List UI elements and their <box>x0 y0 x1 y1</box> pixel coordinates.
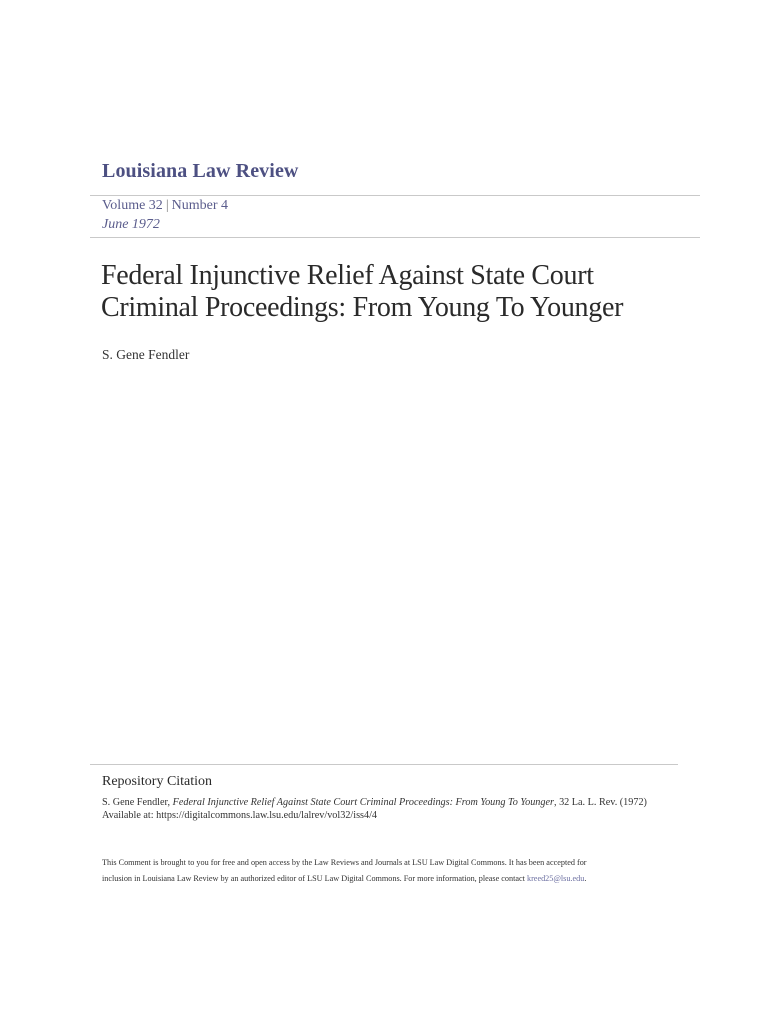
article-title <box>101 260 701 324</box>
citation-author: S. Gene Fendler, <box>102 797 173 808</box>
issue-separator: | <box>165 198 169 213</box>
article-title-line-2: Criminal Proceedings: From Young To Younger <box>101 292 624 323</box>
volume-link[interactable]: Volume 32 <box>102 198 163 213</box>
notice-line-2 <box>102 871 702 887</box>
contact-email-link[interactable]: kreed25@lsu.edu <box>526 874 585 883</box>
notice-line-2-text: inclusion in Louisiana Law Review by an authorized editor of LSU Law Digital Commons. For more information, please contact <box>102 874 527 883</box>
article-title-line-1: Federal Injunctive Relief Against State Court <box>101 260 594 291</box>
citation-source: , 32 La. L. Rev. (1972) <box>553 797 647 808</box>
journal-title[interactable]: Louisiana Law Review <box>102 160 299 182</box>
citation-line <box>102 796 702 809</box>
article-author: S. Gene Fendler <box>102 347 190 362</box>
citation-available: Available at: https://digitalcommons.law.lsu.edu/lalrev/vol32/iss4/4 <box>102 810 378 821</box>
number-link[interactable]: Number 4 <box>171 198 229 213</box>
citation-title: Federal Injunctive Relief Against State Court Criminal Proceedings: From Young To Younger <box>172 797 554 808</box>
divider-bottom <box>90 237 700 238</box>
issue-line <box>102 198 228 214</box>
repository-citation <box>102 796 702 822</box>
divider-citation <box>90 764 678 765</box>
access-notice <box>102 855 702 887</box>
divider-top <box>90 195 700 196</box>
issue-date[interactable]: June 1972 <box>102 217 160 232</box>
repository-citation-heading: Repository Citation <box>102 774 213 789</box>
notice-line-2-end: . <box>584 874 587 883</box>
notice-line-1: This Comment is brought to you for free and open access by the Law Reviews and Journals at LSU Law Digital Commons. It has been accepted for <box>102 858 587 867</box>
